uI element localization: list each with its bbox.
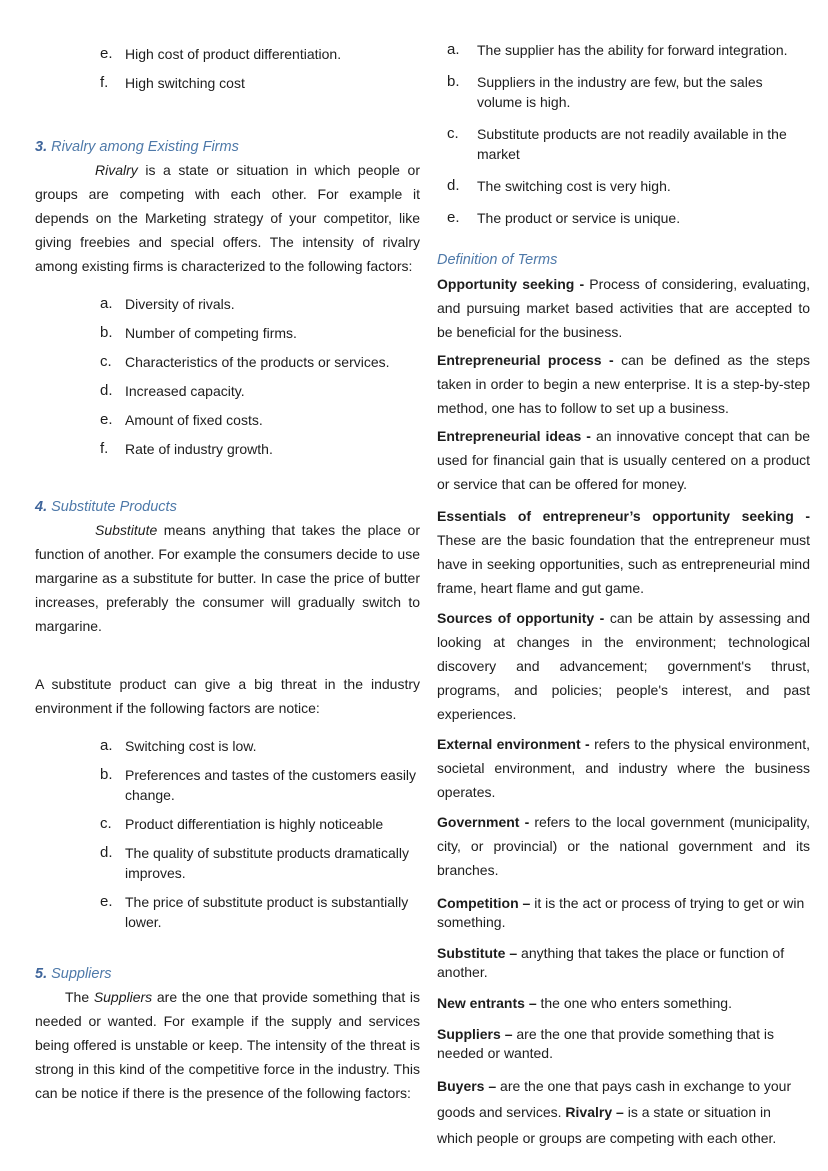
list-item <box>100 814 420 834</box>
definition-term: New entrants – <box>437 995 537 1011</box>
list-item <box>100 736 420 756</box>
list-item-text: Number of competing firms. <box>125 325 297 341</box>
definition-text: the one who enters something. <box>540 995 732 1011</box>
paragraph-rivalry <box>35 158 420 278</box>
section-number: 4. <box>35 499 48 515</box>
definition-term: Essentials of entrepreneur’s opportunity seeking - <box>437 508 811 524</box>
list-item <box>100 843 420 883</box>
paragraph-text: means anything that takes the place or function of another. For example the consumers decide to use margarine as a substitute for butter. In case the price of butter increases, preferably the consumer will gradually switch to margarine. <box>35 522 420 634</box>
list-item <box>100 44 420 64</box>
list-item-text: The price of substitute product is substantially lower. <box>125 894 409 930</box>
definition-text: is a state or situation in which people or groups are competing with each other. <box>437 1104 777 1146</box>
paragraph-suppliers <box>35 985 420 1105</box>
list-marker: c. <box>100 353 112 370</box>
list-rivalry-factors <box>100 294 420 459</box>
list-item <box>100 439 420 459</box>
definition-term: Substitute – <box>437 945 518 961</box>
definition-text: an innovative concept that can be used for financial gain that is usually centered on a product or service that can be offered for money. <box>437 428 811 492</box>
list-item-text: The switching cost is very high. <box>477 178 671 194</box>
definition-term: External environment - <box>437 736 590 752</box>
definition-term: Entrepreneurial ideas - <box>437 428 591 444</box>
list-substitute-factors <box>100 736 420 932</box>
right-column <box>437 40 810 1151</box>
section-heading-suppliers <box>35 966 420 982</box>
list-item-text: Characteristics of the products or services. <box>125 354 390 370</box>
list-marker: c. <box>100 815 112 832</box>
list-item <box>100 352 420 372</box>
list-marker: d. <box>100 844 113 861</box>
list-item <box>100 765 420 805</box>
paragraph-substitute-threat: A substitute product can give a big threat in the industry environment if the following factors are notice: <box>35 676 420 716</box>
list-item <box>447 176 810 196</box>
paragraph-text: are the one that provide something that is needed or wanted. For example if the supply and services being offered is unstable or keep. The intensity of the threat is strong in this kind of the competitive force in the industry. This can be notice if there is the presence of the following factors: <box>35 989 421 1101</box>
list-item <box>100 323 420 343</box>
list-marker: a. <box>100 737 113 754</box>
list-supplier-factors <box>447 40 810 228</box>
definition-text: anything that takes the place or function of another. <box>437 945 785 980</box>
lead-word-italic: Substitute <box>95 522 158 538</box>
definition-essentials <box>437 504 810 600</box>
definition-new-entrants <box>437 994 810 1013</box>
definition-term: Sources of opportunity - <box>437 610 605 626</box>
lead-word-italic: Suppliers <box>93 989 153 1005</box>
list-item-text: Preferences and tastes of the customers easily change. <box>125 767 417 803</box>
definition-suppliers <box>437 1025 810 1063</box>
list-item <box>100 381 420 401</box>
definition-sources <box>437 606 810 726</box>
definition-term: Buyers – <box>437 1078 497 1094</box>
list-marker: f. <box>100 74 109 91</box>
list-item <box>100 892 420 932</box>
definition-term: Suppliers – <box>437 1026 513 1042</box>
list-marker: b. <box>100 766 113 783</box>
list-item <box>447 40 810 60</box>
paragraph-text: is a state or situation in which people or groups are competing with each other. For example it depends on the Marketing strategy of your competitor, like giving freebies and special offers. The intensity of rivalry among existing firms is characterized to the following factors: <box>35 162 420 274</box>
list-item-text: The product or service is unique. <box>477 210 681 226</box>
list-entry-barriers-continued <box>100 44 420 93</box>
list-item-text: Suppliers in the industry are few, but the sales volume is high. <box>477 74 763 110</box>
definition-term: Competition – <box>437 895 531 911</box>
list-item-text: Amount of fixed costs. <box>125 412 263 428</box>
list-marker: e. <box>100 893 113 910</box>
list-marker: e. <box>100 411 113 428</box>
list-item <box>100 294 420 314</box>
list-marker: b. <box>100 324 113 341</box>
definition-external-environment <box>437 732 810 804</box>
section-number: 5. <box>35 966 48 982</box>
list-marker: a. <box>100 295 113 312</box>
list-marker: d. <box>100 382 113 399</box>
definition-substitute <box>437 944 810 982</box>
list-marker: b. <box>447 73 460 90</box>
list-item-text: Substitute products are not readily available in the market <box>477 126 787 162</box>
list-item <box>447 208 810 228</box>
list-item-text: The quality of substitute products dramatically improves. <box>125 845 410 881</box>
definition-text: it is the act or process of trying to get or win something. <box>437 895 805 930</box>
definition-term: Entrepreneurial process - <box>437 352 614 368</box>
list-item <box>447 72 810 112</box>
list-item <box>100 73 420 93</box>
list-marker: d. <box>447 177 460 194</box>
definition-text: are the one that pays cash in exchange to your goods and services. <box>437 1078 792 1120</box>
list-item-text: Switching cost is low. <box>125 738 257 754</box>
list-item <box>447 124 810 164</box>
section-title: Substitute Products <box>51 499 177 515</box>
lead-word-italic: Rivalry <box>95 162 138 178</box>
definition-buyers-rivalry <box>437 1073 810 1151</box>
section-heading-rivalry <box>35 139 420 155</box>
definition-term: Opportunity seeking - <box>437 276 585 292</box>
two-column-layout <box>35 40 810 1151</box>
list-item-text: The supplier has the ability for forward integration. <box>477 42 788 58</box>
list-marker: f. <box>100 440 109 457</box>
paragraph-text: The <box>65 989 94 1005</box>
list-item-text: Product differentiation is highly noticeable <box>125 816 384 832</box>
definition-text: can be attain by assessing and looking at changes in the environment; technological discovery and advancement; government's thrust, programs, and policies; people's interest, and past experiences. <box>437 610 811 722</box>
definition-government <box>437 810 810 882</box>
definition-competition <box>437 894 810 932</box>
definition-term: Rivalry – <box>565 1104 624 1120</box>
definition-entrepreneurial-ideas <box>437 424 810 496</box>
section-number: 3. <box>35 139 48 155</box>
list-item-text: High cost of product differentiation. <box>125 46 342 62</box>
list-marker: a. <box>447 41 460 58</box>
definition-text: These are the basic foundation that the entrepreneur must have in seeking opportunities, such as entrepreneurial mind frame, heart flame and gut game. <box>437 532 810 596</box>
definition-text: are the one that provide something that is needed or wanted. <box>437 1026 774 1061</box>
left-column <box>35 40 420 1151</box>
definition-opportunity-seeking <box>437 272 810 344</box>
list-item-text: High switching cost <box>125 75 245 91</box>
list-item <box>100 410 420 430</box>
definition-text: refers to the local government (municipality, city, or provincial) or the national government and its branches. <box>437 814 811 878</box>
section-title: Suppliers <box>51 966 112 982</box>
list-item-text: Diversity of rivals. <box>125 296 235 312</box>
list-item-text: Increased capacity. <box>125 383 245 399</box>
section-heading-substitute <box>35 499 420 515</box>
paragraph-substitute <box>35 518 420 638</box>
definition-text: can be defined as the steps taken in order to begin a new enterprise. It is a step-by-step method, one has to follow to set up a business. <box>437 352 810 416</box>
section-title: Rivalry among Existing Firms <box>51 139 239 155</box>
list-item-text: Rate of industry growth. <box>125 441 273 457</box>
definition-entrepreneurial-process <box>437 348 810 420</box>
definition-text: Process of considering, evaluating, and pursuing market based activities that are accepted to be beneficial for the business. <box>437 276 811 340</box>
definition-text: refers to the physical environment, societal environment, and industry where the business operates. <box>437 736 810 800</box>
definition-term: Government - <box>437 814 530 830</box>
list-marker: e. <box>447 209 460 226</box>
list-marker: e. <box>100 45 113 62</box>
definitions-heading: Definition of Terms <box>437 252 558 268</box>
list-marker: c. <box>447 125 459 142</box>
